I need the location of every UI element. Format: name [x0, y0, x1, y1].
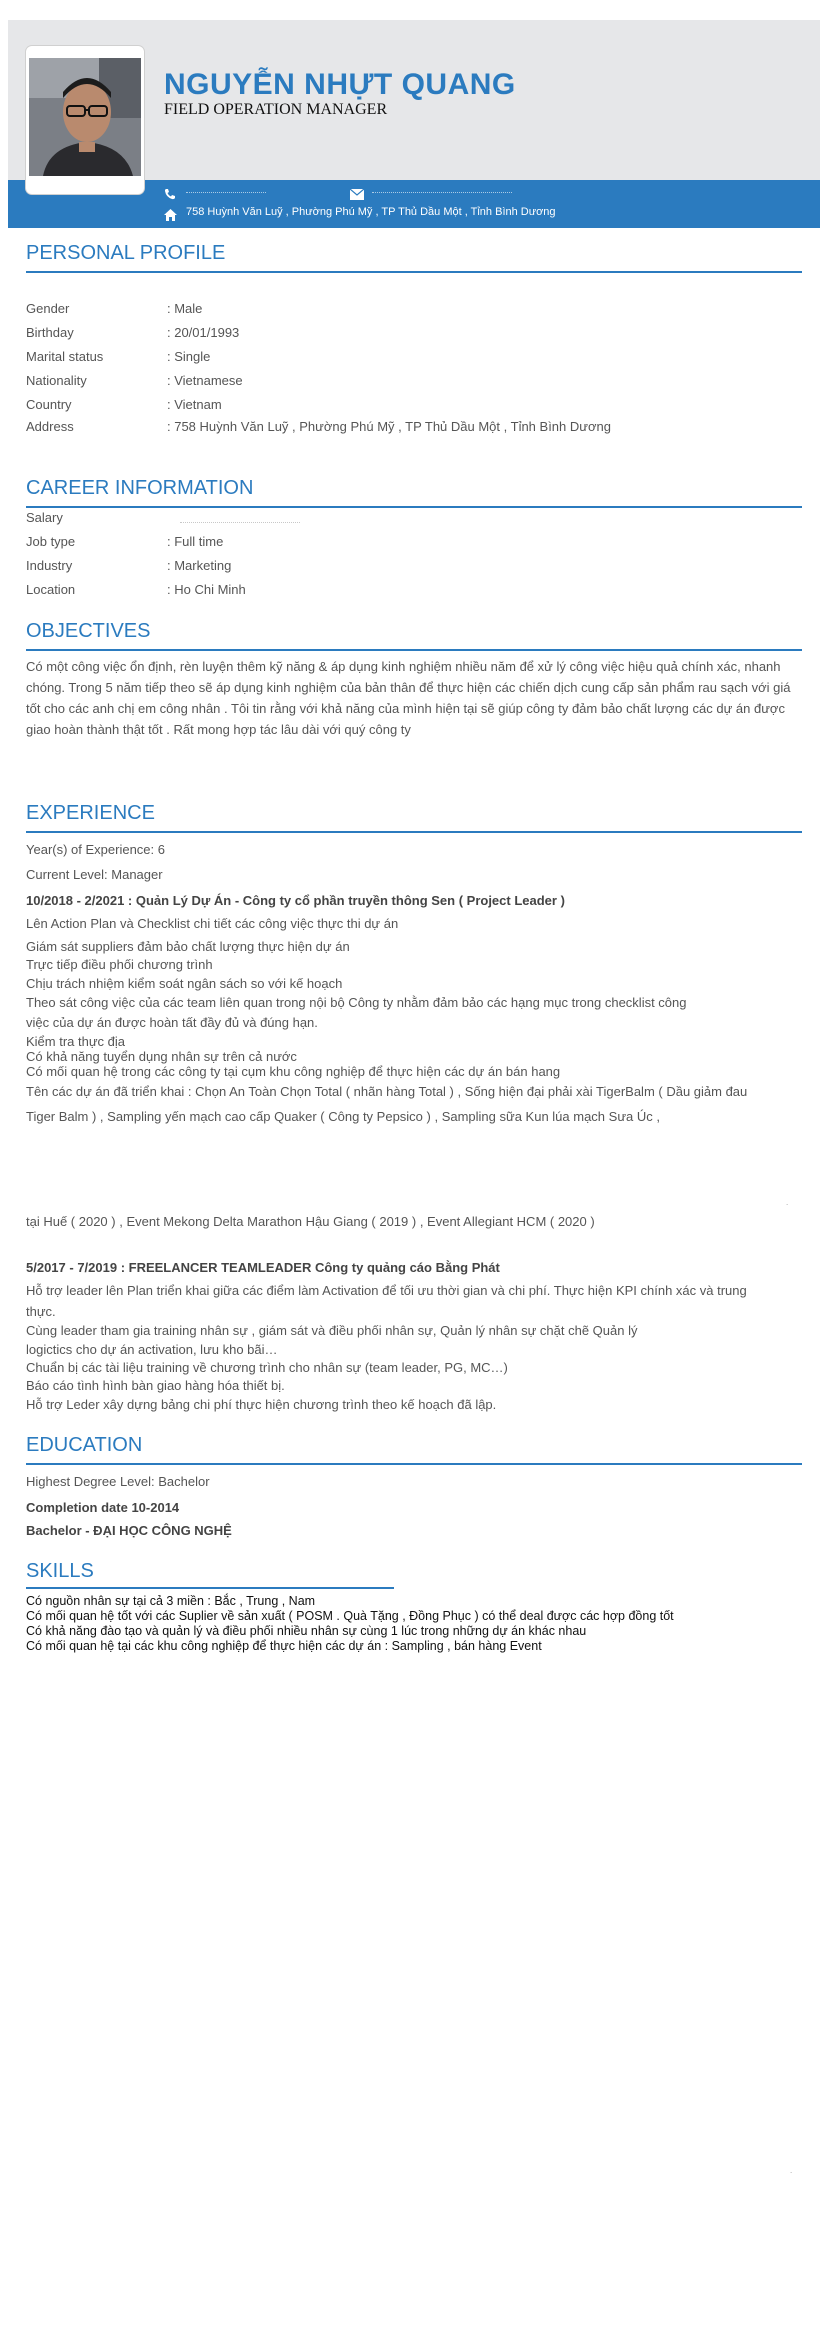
profile-value-address: : 758 Huỳnh Văn Luỹ , Phường Phú Mỹ , TP Thủ Dầu Một , Tỉnh Bình Dương: [167, 419, 611, 434]
objectives-text: Có một công việc ổn định, rèn luyện thêm kỹ năng & áp dụng kinh nghiệm nhiều năm để xử lý công việc hiệu quả chính xác, nhanh chóng. Trong 5 năm tiếp theo sẽ áp dụng kinh nghiệm của bản thân để thực hiện các chiến dịch cung cấp sản phẩm rau sạch với giá tốt cho các anh chị em công nhân . Tôi tin rằng với khả năng của mình hiện tại sẽ giúp công ty đảm bảo chất lượng các dự án được giao hoàn thành thật tốt . Rất mong hợp tác lâu dài với quý công ty: [26, 659, 791, 737]
skill-item: Có mối quan hệ tốt với các Suplier về sản xuất ( POSM . Quà Tặng , Đồng Phục ) có thể deal được các hợp đồng tốt: [26, 1609, 674, 1623]
section-divider: [26, 1463, 802, 1465]
section-title-career-information: CAREER INFORMATION: [26, 477, 254, 499]
profile-label-address: Address: [26, 419, 74, 434]
section-title-personal-profile: PERSONAL PROFILE: [26, 242, 226, 264]
profile-value-marital-status: : Single: [167, 349, 211, 364]
profile-photo: [29, 58, 141, 176]
phone-number-redacted: [186, 192, 266, 195]
phone-icon: [164, 187, 176, 205]
profile-value-gender: : Male: [167, 301, 203, 316]
section-title-skills: SKILLS: [26, 1560, 94, 1582]
section-title-education: EDUCATION: [26, 1434, 143, 1456]
job-1-duty: Có khả năng tuyển dụng nhân sự trên cả nước: [26, 1049, 297, 1064]
profile-value-country: : Vietnam: [167, 397, 222, 412]
job-2-duty: Cùng leader tham gia training nhân sự , giám sát và điều phối nhân sự, Quản lý nhân sự chặt chẽ Quản lý: [26, 1323, 638, 1338]
skill-item: Có mối quan hệ tại các khu công nghiệp để thực hiện các dự án : Sampling , bán hàng Event: [26, 1639, 542, 1653]
job-1-duty: Chịu trách nhiệm kiểm soát ngân sách so với kế hoạch: [26, 976, 343, 991]
skill-item: Có khả năng đào tạo và quản lý và điều phối nhiều nhân sự cùng 1 lúc trong những dự án khác nhau: [26, 1624, 587, 1638]
candidate-job-title: FIELD OPERATION MANAGER: [164, 101, 388, 118]
section-divider: [26, 506, 802, 508]
profile-label-marital-status: Marital status: [26, 349, 104, 364]
section-divider: [26, 271, 802, 273]
job-1-duty: Kiểm tra thực địa: [26, 1034, 126, 1049]
career-label-location: Location: [26, 582, 76, 597]
salary-redacted: [180, 522, 300, 525]
profile-value-nationality: : Vietnamese: [167, 373, 243, 388]
job-1-heading: 10/2018 - 2/2021 : Quản Lý Dự Án - Công ty cổ phần truyền thông Sen ( Project Leader ): [26, 893, 565, 908]
completion-date: Completion date 10-2014: [26, 1500, 180, 1515]
job-1-duty: Trực tiếp điều phối chương trình: [26, 957, 213, 972]
email-icon: [350, 187, 364, 205]
section-divider: [26, 649, 802, 651]
job-1-duty: Tiger Balm ) , Sampling yến mạch cao cấp Quaker ( Công ty Pepsico ) , Sampling sữa Kun lúa mạch Sưa Úc ,: [26, 1109, 660, 1124]
section-title-experience: EXPERIENCE: [26, 802, 155, 824]
career-value-location: : Ho Chi Minh: [167, 582, 246, 597]
email-redacted: [372, 192, 512, 195]
career-value-job-type: : Full time: [167, 534, 224, 549]
career-label-salary: Salary: [26, 510, 63, 525]
job-2-duty: Hỗ trợ Leder xây dựng bảng chi phí thực hiện chương trình theo kế hoạch đã lập.: [26, 1397, 497, 1412]
job-2-heading: 5/2017 - 7/2019 : FREELANCER TEAMLEADER Công ty quảng cáo Bằng Phát: [26, 1260, 500, 1275]
profile-value-birthday: : 20/01/1993: [167, 325, 240, 340]
job-2-duty: logictics cho dự án activation, lưu kho bãi…: [26, 1342, 278, 1357]
job-1-duty: Giám sát suppliers đảm bảo chất lượng thực hiện dự án: [26, 939, 350, 954]
career-value-industry: : Marketing: [167, 558, 232, 573]
job-1-duty-continued: tại Huế ( 2020 ) , Event Mekong Delta Marathon Hậu Giang ( 2019 ) , Event Allegiant HCM ( 2020 ): [26, 1214, 595, 1229]
section-divider: [26, 831, 802, 833]
candidate-name: NGUYỄN NHỰT QUANG: [164, 68, 516, 101]
section-title-objectives: OBJECTIVES: [26, 620, 151, 642]
job-2-duty: thực.: [26, 1304, 56, 1319]
skill-item: Có nguồn nhân sự tại cả 3 miền : Bắc , Trung , Nam: [26, 1594, 316, 1608]
home-icon: [164, 208, 177, 226]
current-level: Current Level: Manager: [26, 867, 163, 882]
career-label-job-type: Job type: [26, 534, 76, 549]
years-of-experience: Year(s) of Experience: 6: [26, 842, 165, 857]
profile-label-country: Country: [26, 397, 72, 412]
profile-label-gender: Gender: [26, 301, 70, 316]
job-1-duty: Tên các dự án đã triển khai : Chọn An Toàn Chọn Total ( nhãn hàng Total ) , Sống hiện đại phải xài TigerBalm ( Dầu giảm đau: [26, 1084, 748, 1099]
job-2-duty: Hỗ trợ leader lên Plan triển khai giữa các điểm làm Activation để tối ưu thời gian và chi phí. Thực hiện KPI chính xác và trung: [26, 1283, 747, 1298]
job-1-duty: Theo sát công việc của các team liên quan trong nội bộ Công ty nhằm đảm bảo các hạng mục trong checklist công: [26, 995, 687, 1010]
profile-label-birthday: Birthday: [26, 325, 74, 340]
contact-address: 758 Huỳnh Văn Luỹ , Phường Phú Mỹ , TP Thủ Dầu Một , Tỉnh Bình Dương: [186, 206, 556, 218]
job-2-duty: Chuẩn bị các tài liệu training về chương trình cho nhân sự (team leader, PG, MC…): [26, 1360, 508, 1375]
page-marker: .: [790, 2166, 793, 2175]
job-1-duty: việc của dự án được hoàn tất đầy đủ và đúng hạn.: [26, 1015, 318, 1030]
highest-degree-level: Highest Degree Level: Bachelor: [26, 1474, 210, 1489]
profile-label-nationality: Nationality: [26, 373, 87, 388]
job-2-duty: Báo cáo tình hình bàn giao hàng hóa thiết bị.: [26, 1378, 285, 1393]
career-label-industry: Industry: [26, 558, 73, 573]
degree-school: Bachelor - ĐẠI HỌC CÔNG NGHỆ: [26, 1523, 232, 1538]
job-1-duty: Lên Action Plan và Checklist chi tiết các công việc thực thi dự án: [26, 916, 399, 931]
section-divider: [26, 1587, 394, 1589]
job-1-duty: Có mối quan hệ trong các công ty tại cụm khu công nghiệp để thực hiện các dự án bán hang: [26, 1064, 561, 1079]
page-marker: .: [786, 1198, 789, 1207]
